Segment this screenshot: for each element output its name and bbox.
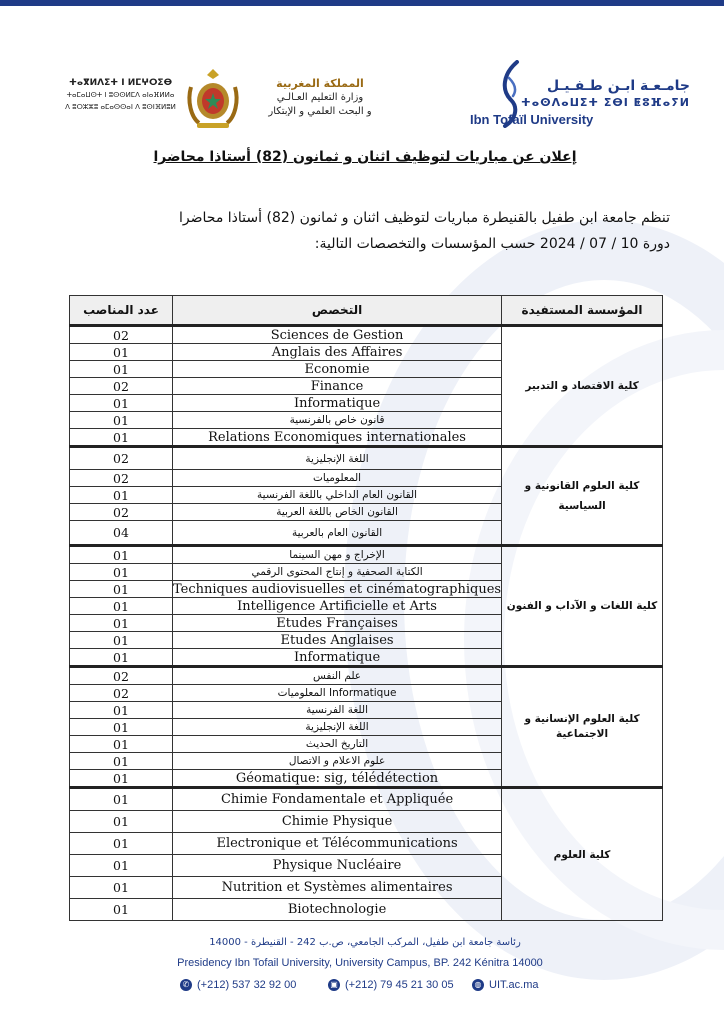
specialty-cell: Intelligence Artificielle et Arts <box>173 598 502 615</box>
count-cell: 01 <box>70 581 173 598</box>
top-accent-bar <box>0 0 724 6</box>
specialty-cell: القانون العام الداخلي باللغة الفرنسية <box>173 487 502 504</box>
count-cell: 01 <box>70 788 173 811</box>
phone-text: (+212) 537 32 92 00 <box>197 979 297 991</box>
specialty-cell: علم النفس <box>173 667 502 685</box>
specialty-cell: Physique Nucléaire <box>173 855 502 877</box>
count-cell: 01 <box>70 344 173 361</box>
count-cell: 02 <box>70 504 173 521</box>
specialty-cell: Relations Economiques internationales <box>173 429 502 447</box>
count-cell: 01 <box>70 546 173 564</box>
coat-of-arms-icon <box>185 67 241 131</box>
footer-website-link[interactable] <box>472 979 539 991</box>
tifinagh-line2: ⵜⴰⵎⴰⵡⵙⵜ ⵏ ⵓⵙⵙⵍⵎⴷ ⴰⵏⴰⴼⵍⵍⴰ <box>66 91 175 99</box>
count-cell: 01 <box>70 487 173 504</box>
fax-text: (+212) 79 45 21 30 05 <box>345 979 454 991</box>
university-name-ar: جامـعـة ابـن طـفـيـل <box>547 78 690 94</box>
header-count: عدد المناصب <box>70 296 173 326</box>
table-row <box>70 326 663 344</box>
count-cell: 01 <box>70 615 173 632</box>
ministry-block-tifinagh <box>58 77 183 113</box>
specialty-cell: القانون الخاص باللغة العربية <box>173 504 502 521</box>
count-cell: 02 <box>70 470 173 487</box>
count-cell: 01 <box>70 811 173 833</box>
count-cell: 01 <box>70 899 173 921</box>
footer-fax[interactable] <box>328 979 454 991</box>
announcement-title: إعلان عن مباريات لتوظيف اثنان و ثمانون (82) أستاذا محاضرا <box>153 149 577 165</box>
count-cell: 01 <box>70 395 173 412</box>
count-cell: 01 <box>70 412 173 429</box>
count-cell: 02 <box>70 685 173 702</box>
specialty-cell: الكتابة الصحفية و إنتاج المحتوى الرقمي <box>173 564 502 581</box>
count-cell: 01 <box>70 833 173 855</box>
count-cell: 01 <box>70 649 173 667</box>
globe-icon: ◍ <box>472 979 484 991</box>
specialty-cell: Informatique <box>173 649 502 667</box>
group-humanities <box>70 667 663 788</box>
university-logo <box>460 60 710 130</box>
university-name-en: Ibn Tofaïl University <box>470 112 594 127</box>
specialty-cell: Anglais des Affaires <box>173 344 502 361</box>
group-languages <box>70 546 663 667</box>
count-cell: 01 <box>70 632 173 649</box>
specialty-cell: Chimie Physique <box>173 811 502 833</box>
tifinagh-line1: ⵜⴰⴳⵍⴷⵉⵜ ⵏ ⵍⵎⵖⵔⵉⴱ <box>68 78 173 88</box>
footer-contacts <box>180 979 560 997</box>
specialty-cell: اللغة الفرنسية <box>173 702 502 719</box>
specialty-cell: المعلوميات <box>173 470 502 487</box>
count-cell: 01 <box>70 361 173 378</box>
specialty-cell: اللغة الإنجليزية <box>173 719 502 736</box>
specialty-cell: Géomatique: sig, télédétection <box>173 770 502 788</box>
intro-line-1: تنظم جامعة ابن طفيل بالقنيطرة مباريات لتوظيف اثنان و ثمانون (82) أستاذا محاضرا <box>179 210 670 226</box>
intro-line-2: دورة 10 / 07 / 2024 حسب المؤسسات والتخصصات التالية: <box>314 236 670 252</box>
specialty-cell: Etudes Anglaises <box>173 632 502 649</box>
count-cell: 01 <box>70 753 173 770</box>
institution-cell: كلية العلوم الإنسانية و الاجتماعية <box>502 667 663 788</box>
ministry-block-ar <box>250 77 390 119</box>
table-row <box>70 667 663 685</box>
specialty-cell: Sciences de Gestion <box>173 326 502 344</box>
specialty-cell: Finance <box>173 378 502 395</box>
count-cell: 02 <box>70 378 173 395</box>
specialty-cell: الإخراج و مهن السينما <box>173 546 502 564</box>
specialty-cell: علوم الاعلام و الاتصال <box>173 753 502 770</box>
institution-cell: كلية العلوم <box>502 788 663 921</box>
specialty-cell: Electronique et Télécommunications <box>173 833 502 855</box>
header-specialty: التخصص <box>173 296 502 326</box>
count-cell: 01 <box>70 598 173 615</box>
institution-cell: كلية اللغات و الآداب و الفنون <box>502 546 663 667</box>
count-cell: 01 <box>70 702 173 719</box>
website-text: UIT.ac.ma <box>489 979 539 991</box>
specialty-cell: Informatique <box>173 395 502 412</box>
tifinagh-line3: ⴷ ⵓⵔⵣⵣⵓ ⴰⵎⴰⵙⵙⴰⵏ ⴷ ⵓⵙⵏⴼⵍⵓⵍ <box>65 103 176 111</box>
phone-icon: ✆ <box>180 979 192 991</box>
specialty-cell: التاريخ الحديث <box>173 736 502 753</box>
count-cell: 02 <box>70 326 173 344</box>
specialty-cell: القانون العام بالعربية <box>173 521 502 546</box>
count-cell: 01 <box>70 564 173 581</box>
group-sciences <box>70 788 663 921</box>
ministry-name-line1: وزارة التعليم العـالـي <box>276 92 364 103</box>
positions-table <box>69 295 663 921</box>
count-cell: 01 <box>70 429 173 447</box>
table-row <box>70 546 663 564</box>
count-cell: 01 <box>70 719 173 736</box>
kingdom-name: المملكة المغربية <box>276 77 364 90</box>
table-row <box>70 788 663 811</box>
specialty-cell: Etudes Françaises <box>173 615 502 632</box>
count-cell: 01 <box>70 855 173 877</box>
specialty-cell: Nutrition et Systèmes alimentaires <box>173 877 502 899</box>
group-law <box>70 447 663 546</box>
count-cell: 04 <box>70 521 173 546</box>
specialty-cell: Economie <box>173 361 502 378</box>
specialty-cell: اللغة الإنجليزية <box>173 447 502 470</box>
letterhead <box>0 55 724 135</box>
institution-cell: كلية الاقتصاد و التدبير <box>502 326 663 447</box>
ministry-name-line2: و البحث العلمي و الإبتكار <box>268 106 372 117</box>
specialty-cell: Biotechnologie <box>173 899 502 921</box>
group-economics <box>70 326 663 447</box>
specialty-cell: Techniques audiovisuelles et cinématographiques <box>173 581 502 597</box>
specialty-cell: قانون خاص بالفرنسية <box>173 412 502 429</box>
footer-address-ar: رئاسة جامعة ابن طفيل، المركب الجامعي، ص.ب 242 - القنيطرة - 14000 <box>209 937 521 948</box>
specialty-cell: Chimie Fondamentale et Appliquée <box>173 788 502 811</box>
count-cell: 01 <box>70 736 173 753</box>
count-cell: 01 <box>70 877 173 899</box>
count-cell: 01 <box>70 770 173 788</box>
fax-icon: ▣ <box>328 979 340 991</box>
header-institution: المؤسسة المستفيدة <box>502 296 663 326</box>
footer-phone[interactable] <box>180 979 296 991</box>
intro-paragraph <box>55 205 670 257</box>
count-cell: 02 <box>70 447 173 470</box>
table-row <box>70 447 663 470</box>
specialty-cell: Informatique المعلوميات <box>173 685 502 702</box>
university-name-tifinagh: ⵜⴰⵙⴷⴰⵡⵉⵜ ⵉⴱⵏ ⵟⵓⴼⴰⵢⵍ <box>520 96 690 109</box>
count-cell: 02 <box>70 667 173 685</box>
institution-cell: كلية العلوم القانونية و السياسية <box>502 447 663 546</box>
footer-address-en: Presidency Ibn Tofail University, University Campus, BP. 242 Kénitra 14000 <box>177 957 543 969</box>
